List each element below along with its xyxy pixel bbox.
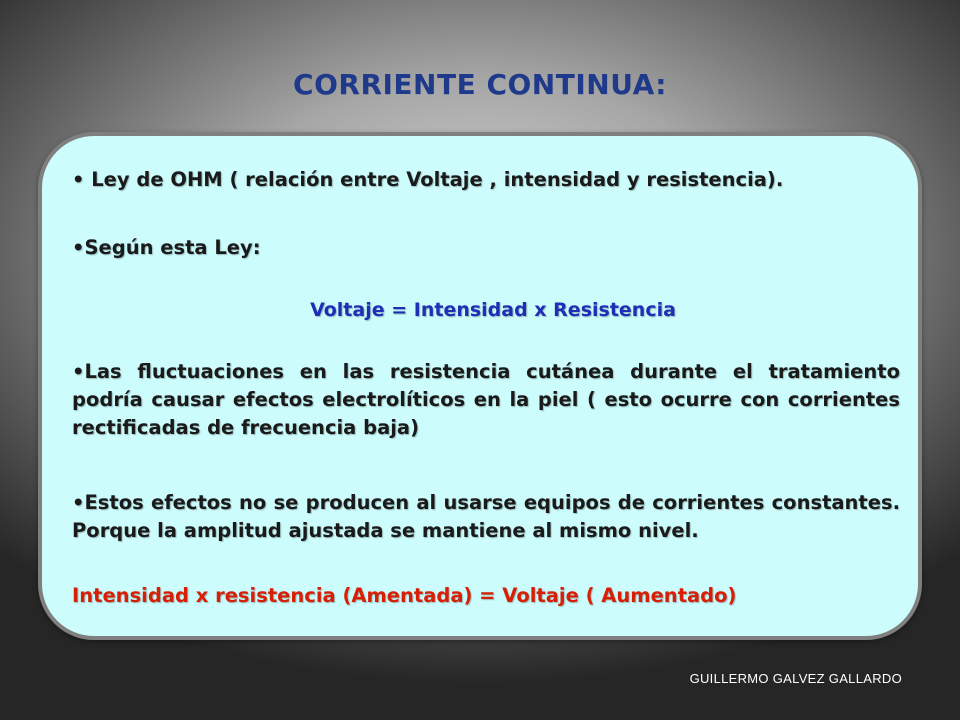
formula-ohm: Voltaje = Intensidad x Resistencia: [310, 299, 676, 321]
bullet-ley-ohm: • Ley de OHM ( relación entre Voltaje , intensidad y resistencia).: [72, 168, 784, 191]
bullet-segun-ley: •Según esta Ley:: [72, 236, 261, 259]
slide-title: CORRIENTE CONTINUA:: [293, 68, 667, 101]
author-footer: GUILLERMO GALVEZ GALLARDO: [689, 671, 902, 686]
conclusion-formula: Intensidad x resistencia (Amentada) = Voltaje ( Aumentado): [72, 584, 737, 607]
bullet-efectos: •Estos efectos no se producen al usarse equipos de corrientes constantes. Porque la amplitud ajustada se mantiene al mismo nivel.: [72, 491, 900, 542]
bullet-fluctuaciones: •Las fluctuaciones en las resistencia cutánea durante el tratamiento podría causar efectos electrolíticos en la piel ( esto ocurre con corrientes rectificadas de frecuencia baja): [72, 360, 900, 439]
content-box: [38, 132, 922, 640]
